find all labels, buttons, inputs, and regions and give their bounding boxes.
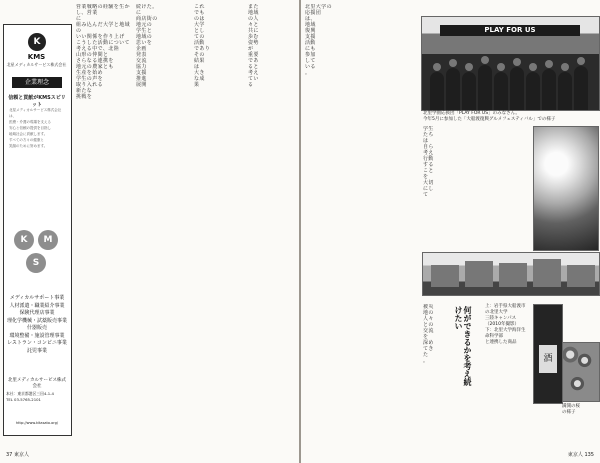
building-block: [431, 265, 459, 287]
text-line: 学生の声を: [76, 76, 104, 82]
text-line: 。: [423, 358, 429, 364]
text-line: いい関係を作り上げ: [76, 34, 125, 40]
ad-body-text: [9, 107, 65, 149]
text-line: 考え: [248, 70, 259, 76]
text-line: 。: [305, 70, 311, 76]
text-line: ると: [248, 64, 259, 70]
text-line: 支援: [136, 70, 147, 76]
text-line: 営業戦略の経験を生かし、営業: [76, 4, 130, 16]
article-column: [423, 304, 453, 404]
text-line: いる: [305, 64, 316, 70]
text-line: 大学: [194, 22, 205, 28]
text-line: 考える中で、北陸: [76, 46, 120, 52]
text-line: 活動: [194, 40, 205, 46]
text-line: する: [423, 162, 434, 168]
service-list: [6, 295, 68, 355]
text-line: であり: [194, 46, 211, 52]
caption-line: 満開の桜: [562, 404, 580, 409]
kms-logo-icon: K: [28, 33, 46, 51]
ad-panel: [3, 24, 72, 436]
building-block: [499, 263, 527, 287]
bottle-photo: [533, 304, 563, 404]
text-line: 大切: [423, 180, 434, 186]
text-line: 学生: [423, 126, 434, 132]
text-line: を: [423, 334, 429, 340]
text-line: を: [423, 174, 429, 180]
text-line: さらなる連携を: [76, 58, 114, 64]
ad-body-line: 安心と信頼の提供を目指し: [9, 126, 51, 130]
campus-photo: [422, 252, 600, 296]
right-folio: 東京人 135: [567, 452, 594, 458]
building-block: [465, 261, 493, 287]
text-line: 学生と: [136, 28, 153, 34]
text-line: に: [76, 16, 82, 22]
circle-s: S: [26, 253, 46, 273]
text-line: 支援: [305, 34, 316, 40]
website-url: http://www.kitasato.org/: [15, 421, 59, 425]
text-line: は、: [305, 16, 316, 22]
circle-k: K: [14, 230, 34, 250]
text-line: た: [423, 352, 429, 358]
service-item: 什器販売: [26, 325, 47, 331]
text-line: のは: [194, 16, 205, 22]
pull-quote: 何ができるかを考え続けたい: [454, 306, 473, 386]
text-line: て: [423, 192, 429, 198]
text-line: でも: [194, 10, 205, 16]
text-line: 活動: [305, 40, 316, 46]
text-line: ての: [194, 34, 205, 40]
caption-line: 上：岩手県大船渡市の北里大学: [485, 304, 526, 315]
building-caption: [485, 304, 529, 346]
text-line: 自ら: [423, 144, 434, 150]
ad-body-line: すべての方々の健康と: [9, 138, 44, 142]
person-figure: [574, 66, 588, 110]
ad-body-line: 笑顔のために努めます。: [9, 144, 48, 148]
text-line: 思いを: [136, 40, 153, 46]
cherry-tree-photo: [533, 126, 599, 251]
text-line: との: [423, 322, 434, 328]
text-line: 続けた。: [136, 4, 158, 10]
service-item: 人材派遣・職業紹介事業: [9, 302, 65, 309]
address-block: [6, 391, 68, 403]
text-line: な成: [194, 76, 205, 82]
text-line: に: [136, 10, 142, 16]
company-top: 北星メディカルサービス株式会社: [6, 62, 67, 67]
ad-body-line: 北星メディカルサービス株式会社は、: [9, 108, 62, 118]
caption-line: 三陸キャンパス（2010年撮影）: [485, 316, 519, 327]
text-line: 企画: [136, 46, 147, 52]
person-figure: [462, 72, 476, 110]
article-column: [194, 4, 244, 444]
text-line: てき: [423, 346, 434, 352]
text-line: 地域: [305, 22, 316, 28]
text-line: 組み込んだ大学と地域の: [76, 22, 130, 34]
article-column: [136, 4, 188, 444]
sakura-caption: [562, 404, 596, 416]
text-line: 行動: [423, 156, 434, 162]
text-line: 挑戦を: [76, 94, 93, 100]
text-line: 地元の農家とも: [76, 64, 114, 70]
ad-body-line: 医療・介護の現場を支える: [9, 120, 51, 124]
text-line: 取り入れる: [76, 82, 104, 88]
header-band: 企業理念: [12, 77, 62, 88]
building-block: [567, 265, 595, 287]
person-figure: [558, 72, 572, 110]
berries-photo: [562, 342, 600, 402]
text-line: 地域の: [136, 34, 153, 40]
phone-line: TEL 03-5765-2101: [6, 397, 41, 402]
article-column: [305, 4, 417, 444]
bottle-label: 酒: [539, 345, 557, 373]
text-line: 重要: [248, 52, 259, 58]
text-line: 地元の: [136, 22, 153, 28]
text-line: 交流: [423, 328, 434, 334]
text-line: 地域: [248, 10, 259, 16]
text-line: が: [248, 46, 254, 52]
text-line: 地の: [423, 310, 434, 316]
text-line: の人: [248, 16, 259, 22]
address-line: 本社：東京都港区三田4-1-4: [6, 391, 54, 396]
text-line: 考え: [423, 150, 434, 156]
banner-caption: [423, 111, 598, 123]
text-line: 発表: [136, 52, 147, 58]
service-item: メディカルサポート事業: [9, 295, 65, 301]
text-line: これ: [194, 4, 205, 10]
text-line: る: [248, 82, 254, 88]
article-column: [76, 4, 130, 444]
text-line: 応援団: [305, 10, 322, 16]
text-line: 々と: [248, 22, 259, 28]
text-line: 深め: [423, 340, 434, 346]
team-photo: [421, 16, 600, 111]
caption-line: と連携した商品: [485, 340, 517, 345]
caption-line: の様子: [562, 410, 576, 415]
text-line: 生産を始め: [76, 70, 104, 76]
text-line: その: [194, 52, 205, 58]
text-line: たち: [423, 132, 434, 138]
text-line: 北里大学の: [305, 4, 333, 10]
text-line: 果: [194, 82, 200, 88]
person-figure: [510, 67, 524, 110]
text-line: こと: [423, 168, 434, 174]
text-line: して: [305, 58, 316, 64]
text-line: てい: [248, 76, 259, 82]
text-line: 交流: [136, 58, 147, 64]
ad-body-line: 地域社会に貢献します。: [9, 132, 48, 136]
person-figure: [446, 68, 460, 110]
left-folio: 37 東京人: [6, 452, 29, 458]
service-item: レストラン・コンビニ事業: [7, 340, 67, 346]
text-line: 山形の仲間と: [76, 52, 109, 58]
caption-line: 今年5月に参加した「大船渡復興グルメフェスティバル」での様子: [423, 117, 556, 122]
play-for-us-banner: PLAY FOR US: [440, 25, 580, 36]
article-column: [248, 4, 294, 444]
right-page: [301, 0, 600, 463]
person-figure: [430, 72, 444, 110]
footer-company: 北里メディカルサービス株式会社: [7, 378, 67, 389]
text-line: 被災: [423, 304, 434, 310]
text-line: 共に: [248, 28, 259, 34]
service-item: 環境整備・施設管理事業: [9, 332, 65, 339]
text-line: 結果: [194, 58, 205, 64]
building-block: [533, 259, 561, 287]
text-line: また: [248, 4, 259, 10]
person-figure: [478, 65, 492, 110]
text-line: 人々: [423, 316, 434, 322]
text-line: 参加: [305, 52, 316, 58]
circle-m: M: [38, 230, 58, 250]
caption-line: 北里学園応援団「PLAY FOR US」のみなさん。: [423, 111, 520, 116]
person-figure: [526, 72, 540, 110]
text-line: こうした活動について: [76, 40, 130, 46]
caption-line: 下：北里大学海洋生命科学部: [485, 328, 526, 339]
service-item: 保険代理店事業: [19, 310, 55, 316]
text-line: 商店街の: [136, 16, 158, 22]
brand-name: KMS: [27, 53, 46, 61]
service-item: 理化学機械・試薬販売事業: [6, 317, 67, 324]
text-line: にも: [305, 46, 316, 52]
text-line: は: [194, 64, 200, 70]
article-column: [423, 126, 531, 248]
text-line: とし: [194, 28, 205, 34]
text-line: 大き: [194, 70, 205, 76]
text-line: 展開: [136, 82, 147, 88]
text-line: にし: [423, 186, 434, 192]
text-line: であ: [248, 58, 259, 64]
spirit-title: 信頼と貢献がKMSスピリット: [8, 95, 66, 108]
person-figure: [542, 69, 556, 110]
text-line: 新たな: [76, 88, 93, 94]
text-line: 歩む: [248, 34, 259, 40]
text-line: 協力: [136, 64, 147, 70]
service-item: 託児事業: [26, 347, 47, 354]
person-figure: [494, 72, 508, 110]
text-line: 姿勢: [248, 40, 259, 46]
text-line: 復興: [305, 28, 316, 34]
text-line: は: [423, 138, 429, 144]
text-line: 推進: [136, 76, 147, 82]
